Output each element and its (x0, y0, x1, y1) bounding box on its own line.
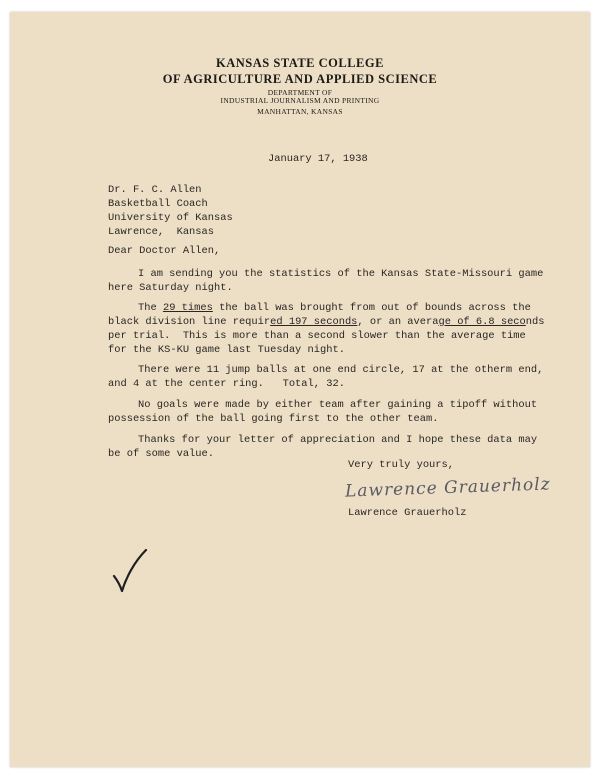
typed-signature-name: Lawrence Grauerholz (348, 507, 467, 519)
paragraph-5-line-1: Thanks for your letter of appreciation and I hope these data may (138, 434, 538, 446)
recipient-name: Dr. F. C. Allen (108, 184, 202, 196)
text-run: the ball was brought from out of bounds across the (212, 302, 531, 314)
text-run: black division line requir (108, 316, 271, 328)
paragraph-4-line-2: possession of the ball going first to the other team. (108, 413, 439, 425)
paragraph-1-line-1: I am sending you the statistics of the Kansas State-Missouri game (138, 268, 544, 280)
letterhead-department-label: DEPARTMENT OF (267, 88, 333, 97)
paragraph-2-line-4: for the KS-KU game last Tuesday night. (108, 344, 345, 356)
underlined-count: 29 times (162, 302, 213, 314)
paragraph-2-line-2 (108, 315, 545, 329)
recipient-org: University of Kansas (108, 212, 233, 224)
salutation: Dear Doctor Allen, (108, 245, 221, 257)
letterhead-city: MANHATTAN, KANSAS (257, 107, 343, 116)
text-run: The (138, 302, 163, 314)
handwritten-signature: Lawrence Grauerholz (344, 474, 551, 502)
paragraph-2-line-3: per trial. This is more than a second slower than the average time (108, 330, 526, 342)
paragraph-5-line-2: be of some value. (108, 448, 215, 460)
closing: Very truly yours, (348, 459, 455, 471)
checkmark-icon (112, 548, 148, 594)
text-run: , or an avera (357, 316, 439, 328)
letterhead-subtitle: OF AGRICULTURE AND APPLIED SCIENCE (162, 72, 438, 86)
recipient-title: Basketball Coach (108, 198, 208, 210)
paragraph-3-line-2: and 4 at the center ring. Total, 32. (108, 378, 345, 390)
paragraph-4-line-1: No goals were made by either team after gaining a tipoff without (138, 399, 538, 411)
paragraph-1-line-2: here Saturday night. (108, 282, 233, 294)
letterhead-college: KANSAS STATE COLLEGE (216, 56, 384, 70)
underlined-average: ge of 6.8 seco (438, 316, 526, 328)
text-run: nds (525, 316, 545, 328)
underlined-seconds: ed 197 seconds (270, 316, 358, 328)
letterhead-department: INDUSTRIAL JOURNALISM AND PRINTING (220, 96, 380, 105)
recipient-city: Lawrence, Kansas (108, 226, 215, 238)
letter-date: January 17, 1938 (268, 153, 368, 165)
paragraph-2-line-1 (138, 301, 531, 315)
paragraph-3-line-1: There were 11 jump balls at one end circle, 17 at the otherm end, (138, 364, 544, 376)
